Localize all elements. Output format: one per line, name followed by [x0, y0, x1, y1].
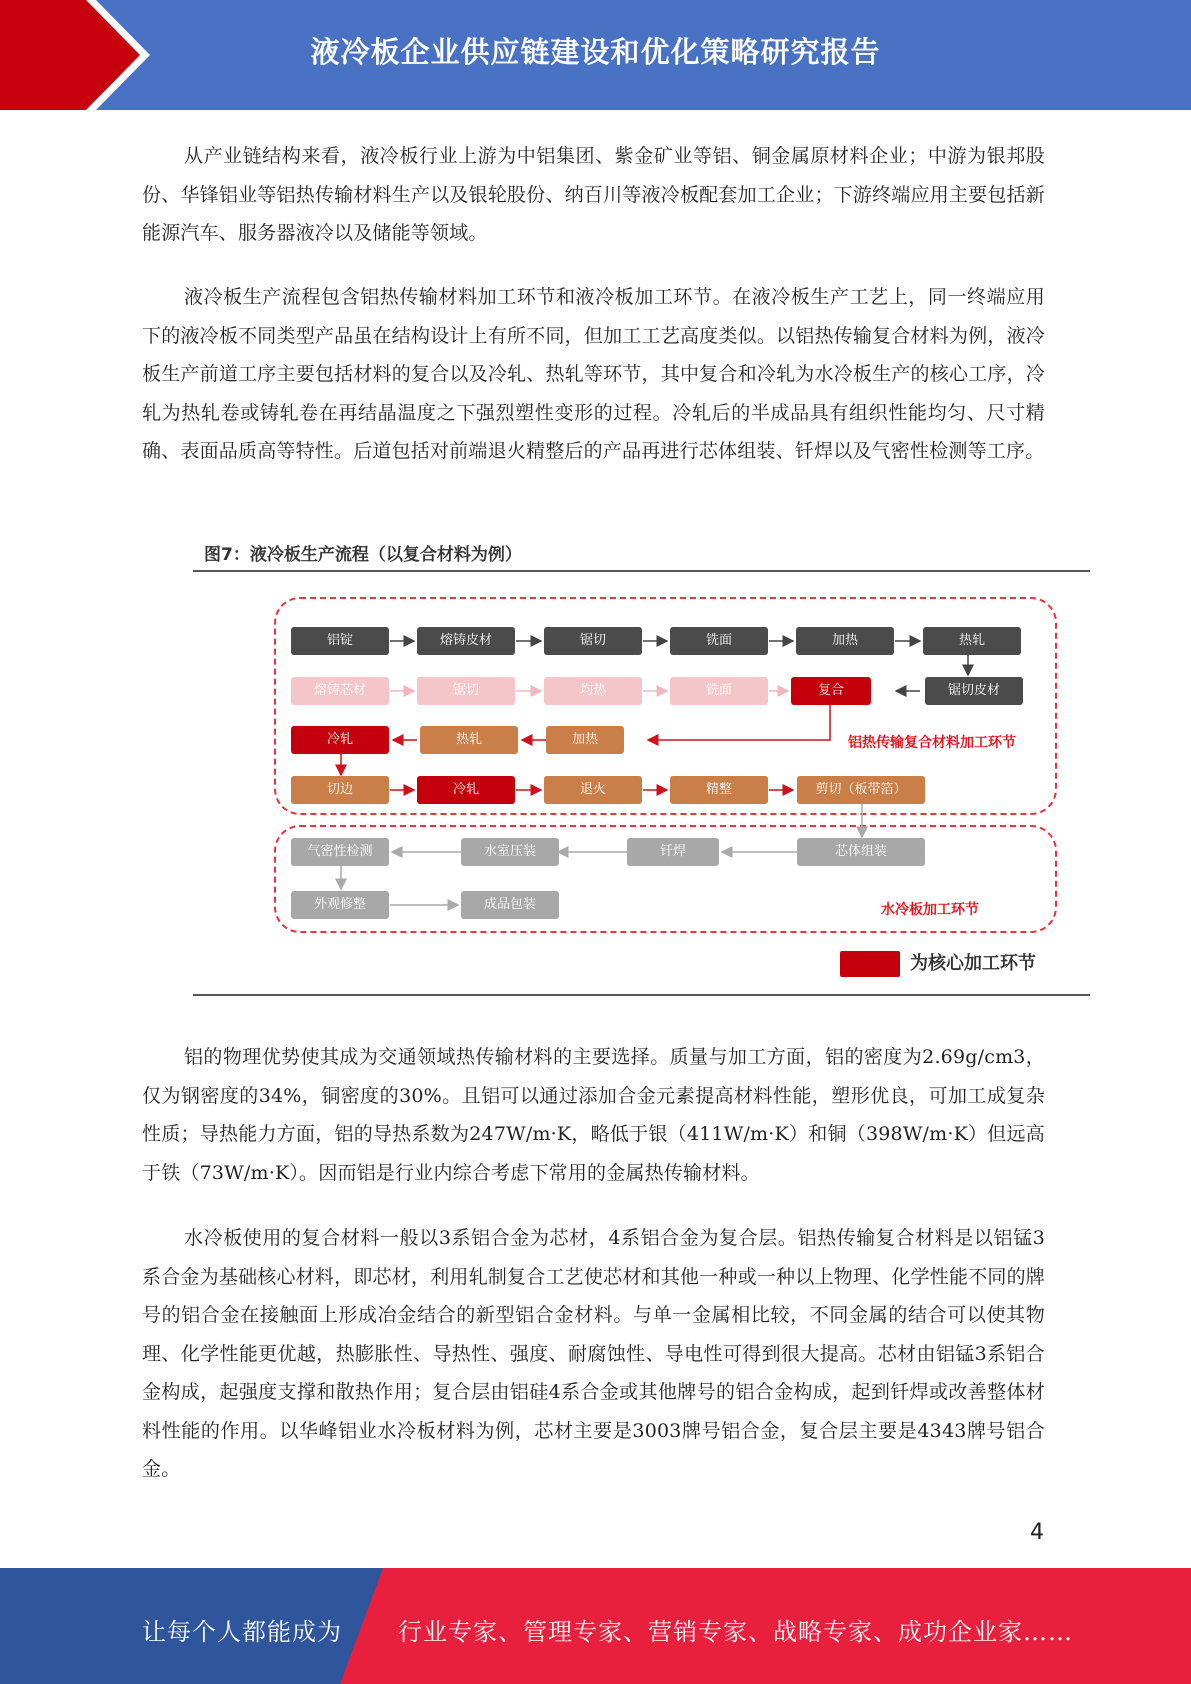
report-title: 液冷板企业供应链建设和优化策略研究报告: [310, 35, 881, 69]
paragraph-industry-chain: 从产业链结构来看，液冷板行业上游为中铝集团、紫金矿业等铝、铜金属原材料企业；中游为银邦股份、华锋铝业等铝热传输材料生产以及银轮股份、纳百川等液冷板配套加工企业；下游终端应用主要包括新能源汽车、服务器液冷以及储能等领域。: [142, 145, 1045, 244]
step-milling: 铣面: [670, 627, 768, 655]
paragraph-composite-materials: 水冷板使用的复合材料一般以3系铝合金为芯材，4系铝合金为复合层。铝热传输复合材料是以铝锰3系合金为基础核心材料，即芯材，利用轧制复合工艺使芯材和其他一种或一种以上物理、化学性能不同的牌号的铝合金在接触面上形成冶金结合的新型铝合金材料。与单一金属相比较，不同金属的结合可以使其物理、化学性能更优越，热膨胀性、导热性、强度、耐腐蚀性、导电性可得到很大提高。芯材由铝锰3系铝合金构成，起强度支撑和散热作用；复合层由铝硅4系合金或其他牌号的铝合金构成，起到钎焊或改善整体材料性能的作用。以华峰铝业水冷板材料为例，芯材主要是3003牌号铝合金，复合层主要是4343牌号铝合金。: [142, 1227, 1045, 1480]
step-airtightness-test: 气密性检测: [291, 838, 389, 866]
footer-slogan-left: 让每个人都能成为: [142, 1618, 342, 1646]
step-sawing: 锯切: [544, 627, 642, 655]
zone-composite-label: 铝热传输复合材料加工环节: [848, 735, 1016, 751]
step-sawing-core: 锯切: [417, 677, 515, 705]
paragraph-aluminum-advantages: 铝的物理优势使其成为交通领域热传输材料的主要选择。质量与加工方面，铝的密度为2.69g/cm3，仅为钢密度的34%，铜密度的30%。且铝可以通过添加合金元素提高材料性能，塑形优良，可加工成复杂性质；导热能力方面，铝的导热系数为247W/m·K，略低于银（411W/m·K）和铜（398W/m·K）但远高于铁（73W/m·K）。因而铝是行业内综合考虑下常用的金属热传输材料。: [142, 1046, 1045, 1184]
zone-cold-plate-label: 水冷板加工环节: [881, 902, 979, 918]
step-core-assembly: 芯体组装: [797, 838, 925, 866]
step-cold-rolling-1: 冷轧: [291, 726, 389, 754]
step-annealing: 退火: [544, 776, 642, 804]
legend-core-label: 为核心加工环节: [910, 953, 1036, 974]
step-soaking: 均热: [544, 677, 642, 705]
step-packaging: 成品包装: [461, 891, 559, 919]
footer-slogan-right: 行业专家、管理专家、营销专家、战略专家、成功企业家……: [398, 1618, 1073, 1646]
step-finishing: 精整: [670, 776, 768, 804]
page-number: 4: [1030, 1520, 1044, 1545]
legend-core-swatch: [840, 951, 900, 977]
step-appearance-trimming: 外观修整: [291, 891, 389, 919]
step-aluminum-ingot: 铝锭: [291, 627, 389, 655]
figure-caption: 图7：液冷板生产流程（以复合材料为例）: [204, 545, 522, 565]
paragraph-production-process: 液冷板生产流程包含铝热传输材料加工环节和液冷板加工环节。在液冷板生产工艺上，同一终端应用下的液冷板不同类型产品虽在结构设计上有所不同，但加工工艺高度类似。以铝热传输复合材料为例，液冷板生产前道工序主要包括材料的复合以及冷轧、热轧等环节，其中复合和冷轧为水冷板生产的核心工序，冷轧为热轧卷或铸轧卷在再结晶温度之下强烈塑性变形的过程。冷轧后的半成品具有组织性能均匀、尺寸精确、表面品质高等特性。后道包括对前端退火精整后的产品再进行芯体组装、钎焊以及气密性检测等工序。: [142, 286, 1045, 462]
step-heating: 加热: [796, 627, 894, 655]
step-hot-rolling: 热轧: [923, 627, 1021, 655]
step-shearing: 剪切（板带箔）: [797, 776, 925, 804]
step-milling-core: 铣面: [670, 677, 768, 705]
step-cold-rolling-2: 冷轧: [417, 776, 515, 804]
step-saw-cladding: 锯切皮材: [925, 677, 1023, 705]
step-heating-2: 加热: [546, 726, 624, 754]
step-compositing: 复合: [791, 677, 871, 705]
step-cast-core: 熔铸芯材: [291, 677, 389, 705]
step-brazing: 钎焊: [627, 838, 719, 866]
step-cast-cladding: 熔铸皮材: [417, 627, 515, 655]
step-water-chamber-press: 水室压装: [461, 838, 559, 866]
step-hot-rolling-2: 热轧: [420, 726, 518, 754]
step-edge-trimming: 切边: [291, 776, 389, 804]
figure-bottom-rule: [193, 994, 1090, 996]
